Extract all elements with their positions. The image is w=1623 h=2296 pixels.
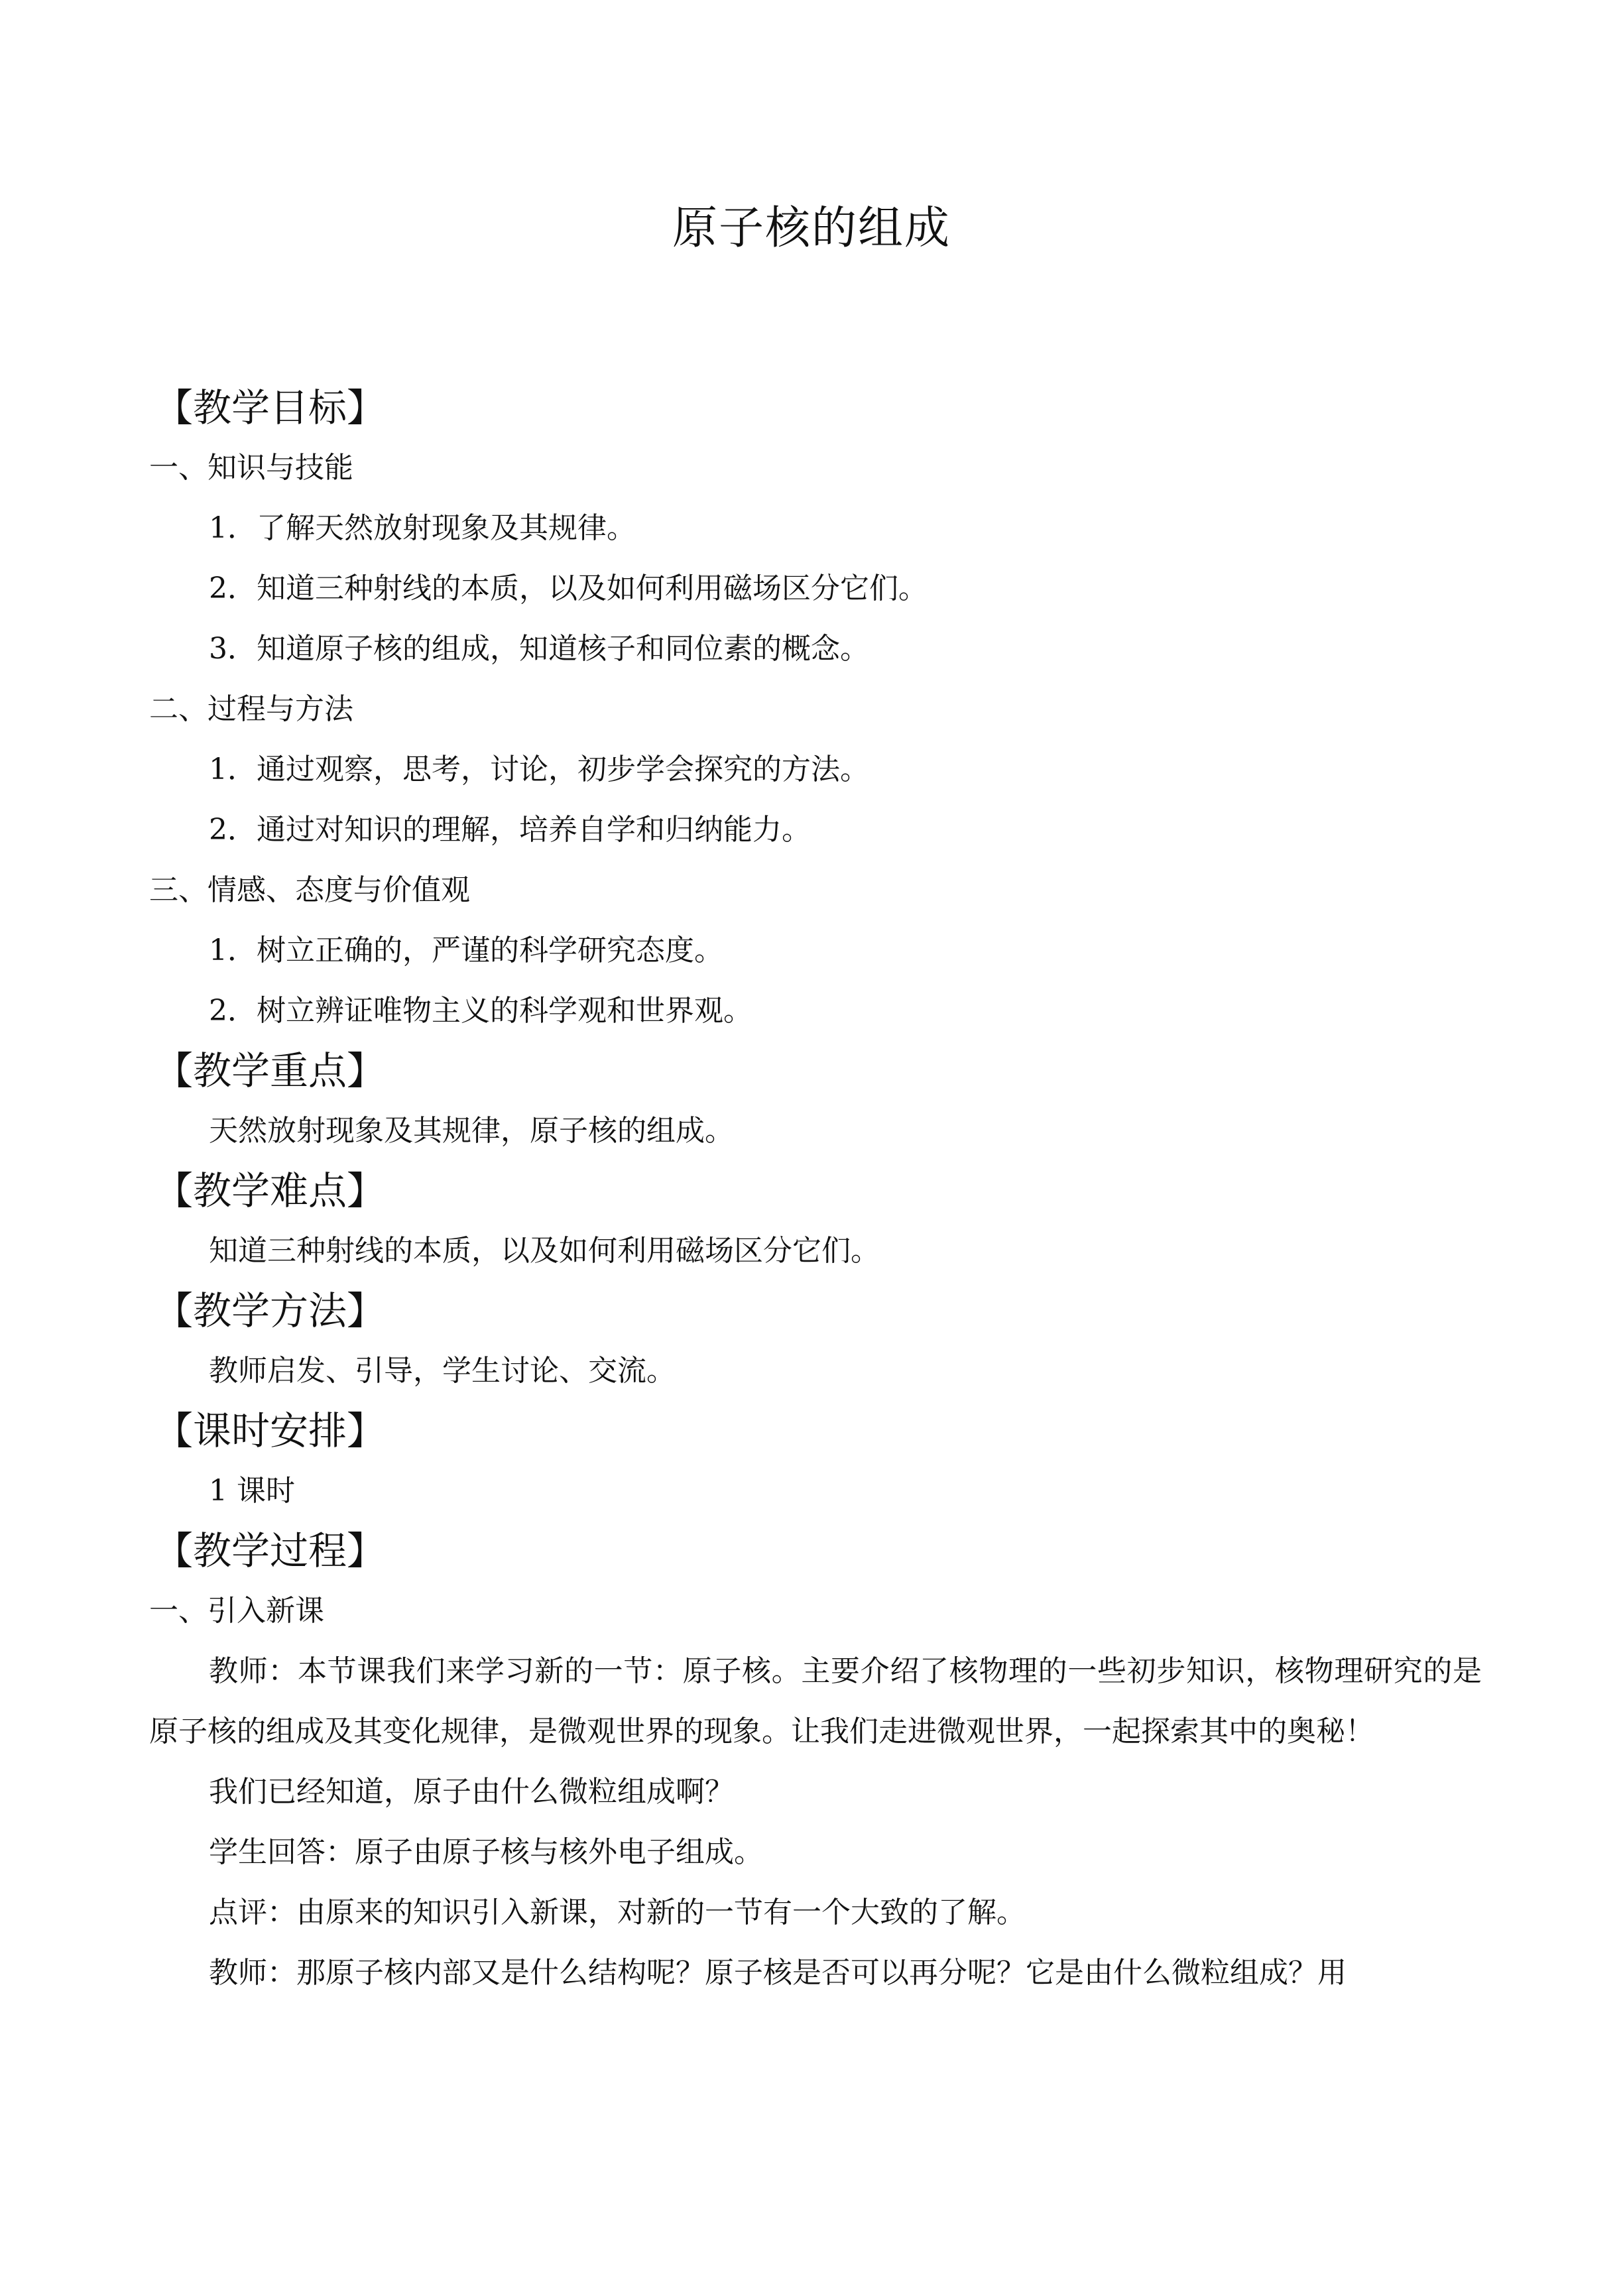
schedule-text: 1 课时 xyxy=(209,1474,295,1508)
objective-item: 2．通过对知识的理解，培养自学和归纳能力。 xyxy=(209,813,811,847)
objective-item: 2．树立辨证唯物主义的科学观和世界观。 xyxy=(209,994,752,1028)
document-body xyxy=(149,378,1482,2003)
objective-item: 3．知道原子核的组成，知道核子和同位素的概念。 xyxy=(209,632,869,666)
section-emotion-values: 三、情感、态度与价值观 xyxy=(149,873,470,907)
key-points-text: 天然放射现象及其规律，原子核的组成。 xyxy=(209,1114,734,1148)
process-paragraph: 学生回答：原子由原子核与核外电子组成。 xyxy=(209,1835,763,1869)
process-paragraph: 点评：由原来的知识引入新课，对新的一节有一个大致的了解。 xyxy=(209,1896,1026,1929)
objective-item: 1．通过观察，思考，讨论，初步学会探究的方法。 xyxy=(209,753,869,786)
methods-heading: 【教学方法】 xyxy=(154,1288,386,1333)
methods-text: 教师启发、引导，学生讨论、交流。 xyxy=(209,1354,676,1388)
difficulties-text: 知道三种射线的本质，以及如何利用磁场区分它们。 xyxy=(209,1234,880,1268)
section-knowledge-skills: 一、知识与技能 xyxy=(149,451,353,485)
objective-item: 1．树立正确的，严谨的科学研究态度。 xyxy=(209,934,723,967)
process-paragraph: 我们已经知道，原子由什么微粒组成啊？ xyxy=(209,1775,734,1809)
schedule-heading: 【课时安排】 xyxy=(154,1408,386,1453)
section-introduction: 一、引入新课 xyxy=(149,1594,324,1628)
process-paragraph: 教师：本节课我们来学习新的一节：原子核。主要介绍了核物理的一些初步知识，核物理研究的是原子核的组成及其变化规律，是微观世界的现象。让我们走进微观世界，一起探索其中的奥秘！ xyxy=(149,1654,1482,1748)
section-process-methods: 二、过程与方法 xyxy=(149,692,353,726)
objective-item: 2．知道三种射线的本质，以及如何利用磁场区分它们。 xyxy=(209,572,928,605)
difficulties-heading: 【教学难点】 xyxy=(154,1168,386,1213)
document-title: 原子核的组成 xyxy=(672,202,951,255)
process-paragraph: 教师：那原子核内部又是什么结构呢？原子核是否可以再分呢？它是由什么微粒组成？用 xyxy=(209,1956,1347,1990)
process-heading: 【教学过程】 xyxy=(154,1528,386,1573)
objectives-heading: 【教学目标】 xyxy=(154,385,386,430)
key-points-heading: 【教学重点】 xyxy=(154,1048,386,1093)
objective-item: 1．了解天然放射现象及其规律。 xyxy=(209,511,636,545)
